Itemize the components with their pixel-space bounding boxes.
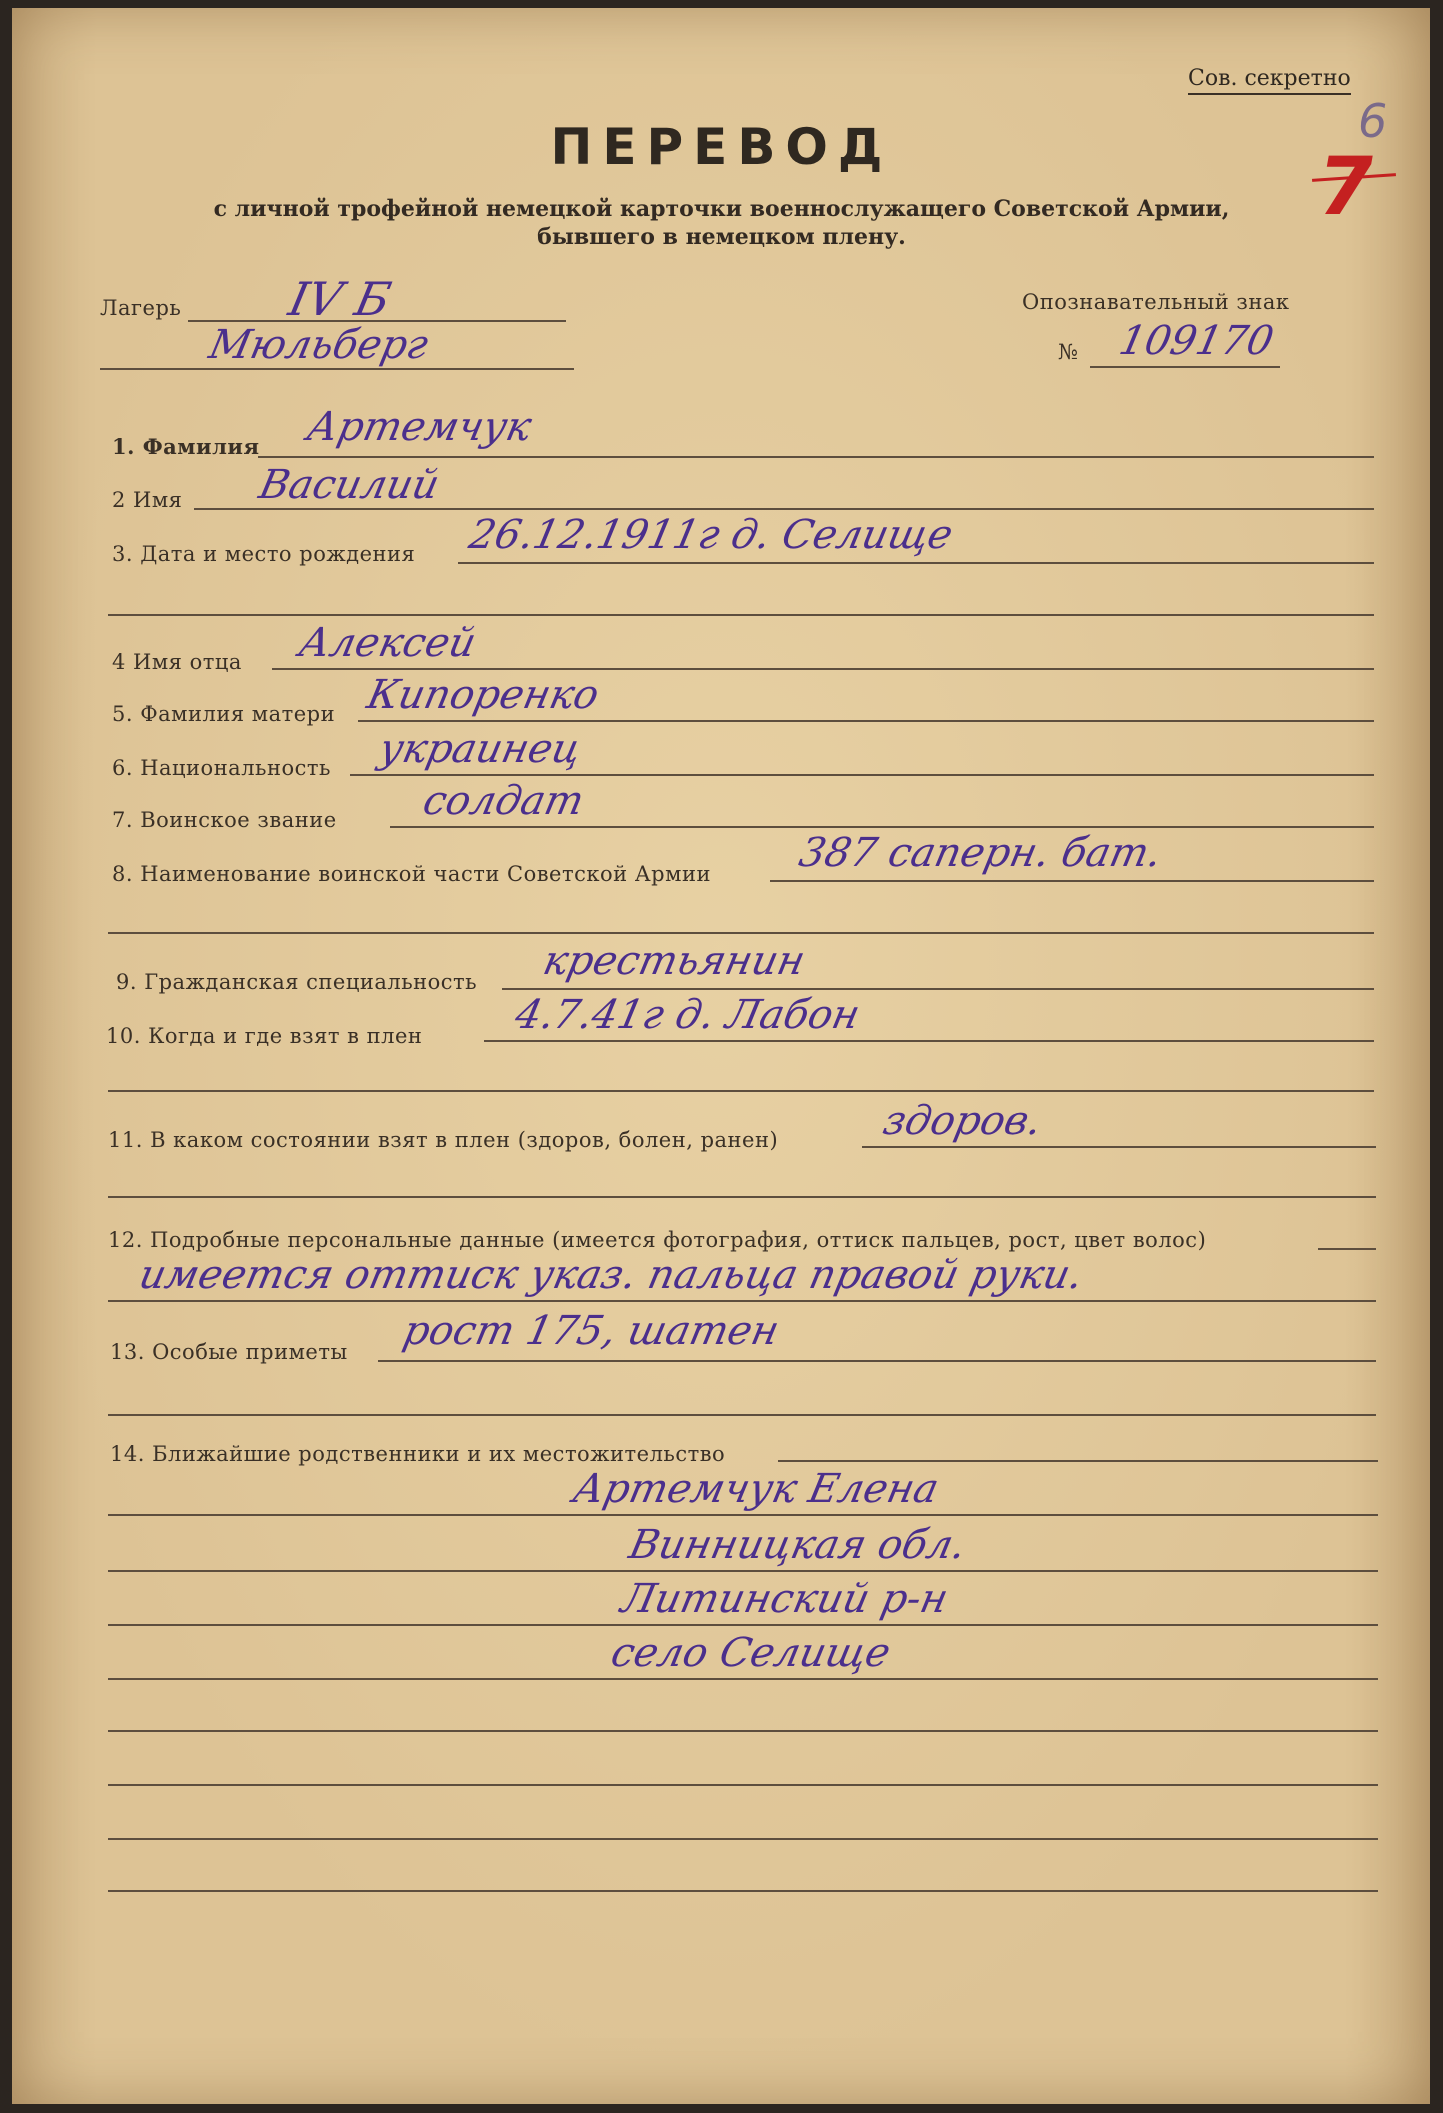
- captured-line: [484, 1040, 1374, 1042]
- relatives-value-4: село Селище: [607, 1630, 895, 1676]
- relatives-line-2: [108, 1514, 1378, 1516]
- id-tag-value: 109170: [1115, 318, 1278, 364]
- camp-value-2: Мюльберг: [205, 322, 433, 368]
- relatives-line: [778, 1460, 1378, 1462]
- condition-value: здоров.: [879, 1098, 1046, 1144]
- mother-line: [358, 720, 1374, 722]
- unit-value: 387 саперн. бат.: [795, 830, 1166, 876]
- relatives-label: 14. Ближайшие родственники и их местожительство: [110, 1442, 726, 1466]
- name-line: [194, 508, 1374, 510]
- relatives-value-2: Винницкая обл.: [625, 1522, 971, 1568]
- classification-stamp: Сов. секретно: [1188, 66, 1351, 95]
- relatives-line-9: [108, 1890, 1378, 1892]
- id-tag-label: Опознавательный знак: [1022, 290, 1290, 314]
- relatives-line-3: [108, 1570, 1378, 1572]
- marks-line: [378, 1360, 1376, 1362]
- rank-value: солдат: [419, 778, 588, 824]
- unit-label: 8. Наименование воинской части Советской Армии: [112, 862, 711, 886]
- sheet-number: 6: [1358, 94, 1388, 148]
- relatives-line-4: [108, 1624, 1378, 1626]
- camp-value-1: IV Б: [284, 272, 396, 326]
- unit-line-2: [108, 932, 1374, 934]
- relatives-line-7: [108, 1784, 1378, 1786]
- surname-value: Артемчук: [303, 404, 536, 450]
- condition-line: [862, 1146, 1376, 1148]
- captured-value: 4.7.41г д. Лабон: [511, 992, 864, 1038]
- camp-label: Лагерь: [100, 296, 182, 320]
- civil-line: [502, 988, 1374, 990]
- relatives-line-8: [108, 1838, 1378, 1840]
- relatives-line-5: [108, 1678, 1378, 1680]
- personal-value: имеется оттиск указ. пальца правой руки.: [135, 1252, 1088, 1298]
- surname-label: 1. Фамилия: [112, 434, 260, 459]
- father-label: 4 Имя отца: [112, 650, 242, 674]
- personal-line: [1318, 1248, 1376, 1250]
- captured-line-2: [108, 1090, 1374, 1092]
- nationality-label: 6. Национальность: [112, 756, 331, 780]
- birth-line: [458, 562, 1374, 564]
- nationality-value: украинец: [375, 726, 586, 772]
- document-subtitle-line2: бывшего в немецком плену.: [537, 224, 906, 250]
- condition-line-2: [108, 1196, 1376, 1198]
- mother-label: 5. Фамилия матери: [112, 702, 336, 726]
- red-mark: 7: [1309, 140, 1382, 233]
- birth-label: 3. Дата и место рождения: [112, 542, 416, 566]
- marks-value: рост 175, шатен: [399, 1308, 784, 1354]
- nationality-line: [350, 774, 1374, 776]
- personal-label: 12. Подробные персональные данные (имеется фотография, оттиск пальцев, рост, цвет волос): [108, 1228, 1207, 1252]
- camp-line-2: [100, 368, 574, 370]
- surname-line: [258, 456, 1374, 458]
- document-subtitle-line1: с личной трофейной немецкой карточки военнослужащего Советской Армии,: [213, 196, 1230, 222]
- captured-label: 10. Когда и где взят в плен: [106, 1024, 423, 1048]
- condition-label: 11. В каком состоянии взят в плен (здоров, болен, ранен): [108, 1128, 779, 1152]
- marks-label: 13. Особые приметы: [110, 1340, 348, 1364]
- personal-line-2: [108, 1300, 1376, 1302]
- unit-line: [770, 880, 1374, 882]
- rank-line: [390, 826, 1374, 828]
- id-tag-number-sign: №: [1058, 340, 1079, 364]
- name-value: Василий: [255, 462, 444, 508]
- birth-value: 26.12.1911г д. Селище: [465, 512, 957, 558]
- marks-line-2: [108, 1414, 1376, 1416]
- civil-value: крестьянин: [539, 938, 810, 984]
- name-label: 2 Имя: [112, 488, 183, 512]
- relatives-line-6: [108, 1730, 1378, 1732]
- father-value: Алексей: [295, 620, 481, 666]
- father-line: [272, 668, 1374, 670]
- birth-line-2: [108, 614, 1374, 616]
- mother-value: Кипоренко: [363, 672, 604, 718]
- civil-label: 9. Гражданская специальность: [116, 970, 478, 994]
- id-tag-line: [1090, 366, 1280, 368]
- relatives-value-3: Литинский р-н: [617, 1576, 953, 1622]
- relatives-value-1: Артемчук Елена: [569, 1466, 943, 1512]
- rank-label: 7. Воинское звание: [112, 808, 337, 832]
- document-title: ПЕРЕВОД: [550, 118, 893, 176]
